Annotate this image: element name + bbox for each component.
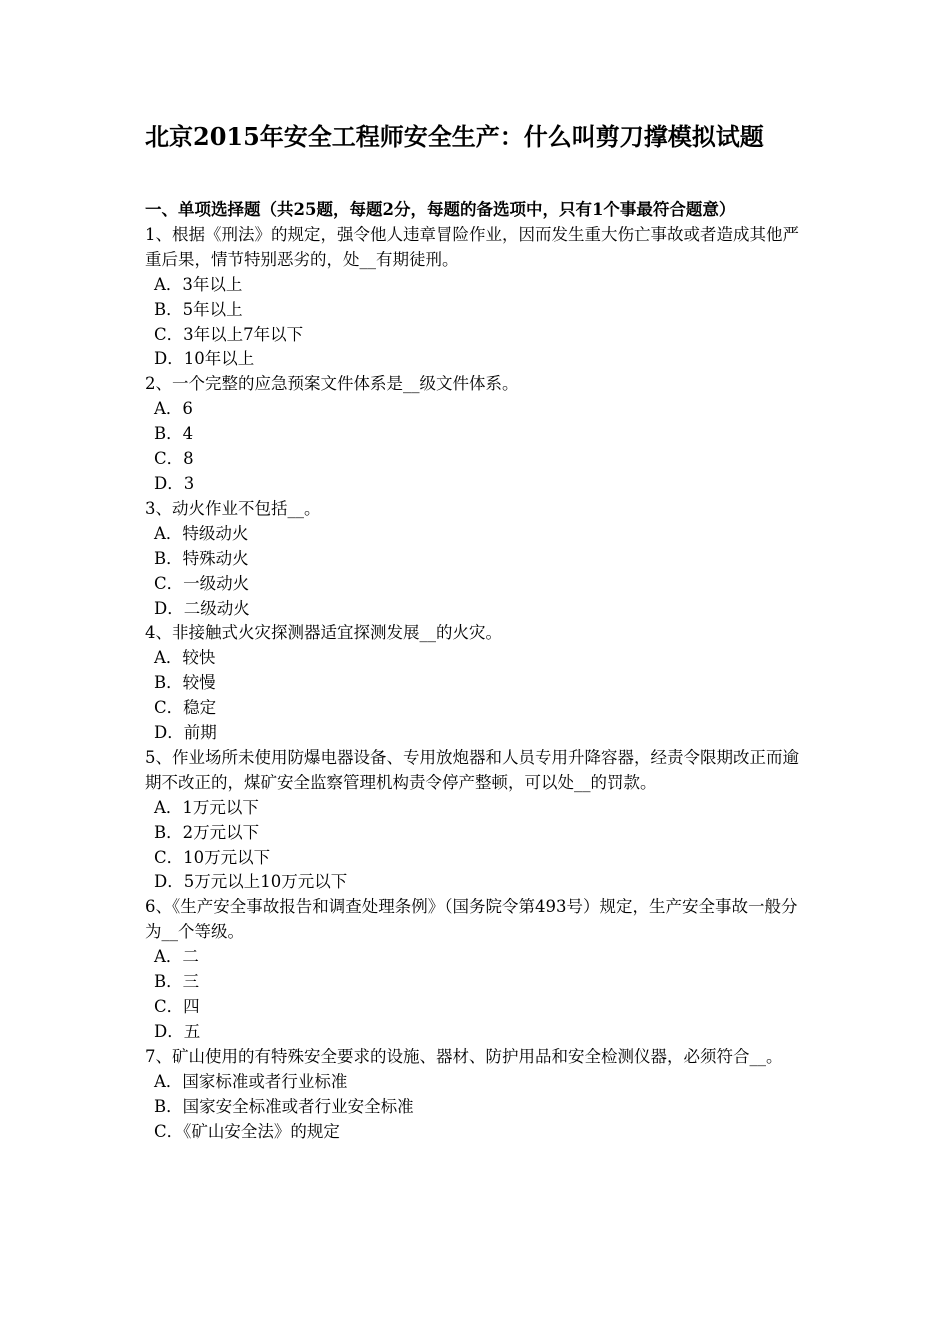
option-a: A．3年以上 [154,274,243,294]
question-block [145,497,810,622]
option-d: D．3 [154,473,195,493]
option-b: B．5年以上 [154,299,243,319]
option-c: C．四 [154,997,200,1016]
question-block [145,1045,810,1145]
option-a: A．二 [154,947,199,967]
option-a: A．国家标准或者行业标准 [154,1071,348,1091]
option-a: A．较快 [154,648,216,668]
question-block [145,746,810,895]
option-d: D．5万元以上10万元以下 [154,872,348,892]
question-text: 2、一个完整的应急预案文件体系是__级文件体系。 [145,374,519,394]
option-d: D．10年以上 [154,349,255,369]
option-a: A．1万元以下 [154,797,259,817]
option-c: C．《矿山安全法》的规定 [154,1121,340,1141]
option-d: D．五 [154,1021,201,1041]
option-b: B．2万元以下 [154,822,260,842]
option-a: A．特级动火 [154,523,249,543]
option-b: B．较慢 [154,673,216,693]
option-c: C．10万元以下 [154,847,271,867]
question-text: 5、作业场所未使用防爆电器设备、专用放炮器和人员专用升降容器，经责令限期改正而逾期不改正的，煤矿安全监察管理机构责令停产整顿，可以处__的罚款。 [145,747,799,792]
option-c: C．8 [154,449,194,469]
question-text: 3、动火作业不包括__。 [145,498,321,518]
option-d: D．前期 [154,723,217,743]
option-b: B．特殊动火 [154,548,249,568]
option-b: B．国家安全标准或者行业安全标准 [154,1096,414,1116]
document-body [145,198,810,1144]
option-a: A．6 [154,399,193,419]
question-block [145,372,810,497]
question-block [145,895,810,1044]
option-c: C．稳定 [154,698,217,718]
section-heading: 一、单项选择题（共25题，每题2分，每题的备选项中，只有1个事最符合题意） [145,200,736,219]
question-block [145,621,810,746]
option-c: C．一级动火 [154,573,250,593]
question-block [145,223,810,372]
question-text: 1、根据《刑法》的规定，强令他人违章冒险作业，因而发生重大伤亡事故或者造成其他严重后果，情节特别恶劣的，处__有期徒刑。 [145,224,799,269]
option-b: B．4 [154,424,194,444]
question-text: 7、矿山使用的有特殊安全要求的设施、器材、防护用品和安全检测仪器，必须符合__。 [145,1046,783,1066]
option-d: D．二级动火 [154,598,250,618]
question-text: 4、非接触式火灾探测器适宜探测发展__的火灾。 [145,623,502,643]
question-text: 6、《生产安全事故报告和调查处理条例》（国务院令第493号）规定，生产安全事故一般分为__个等级。 [145,897,798,942]
document-title: 北京2015年安全工程师安全生产：什么叫剪刀撑模拟试题 [145,122,764,151]
option-b: B．三 [154,972,200,992]
option-c: C．3年以上7年以下 [154,324,304,344]
